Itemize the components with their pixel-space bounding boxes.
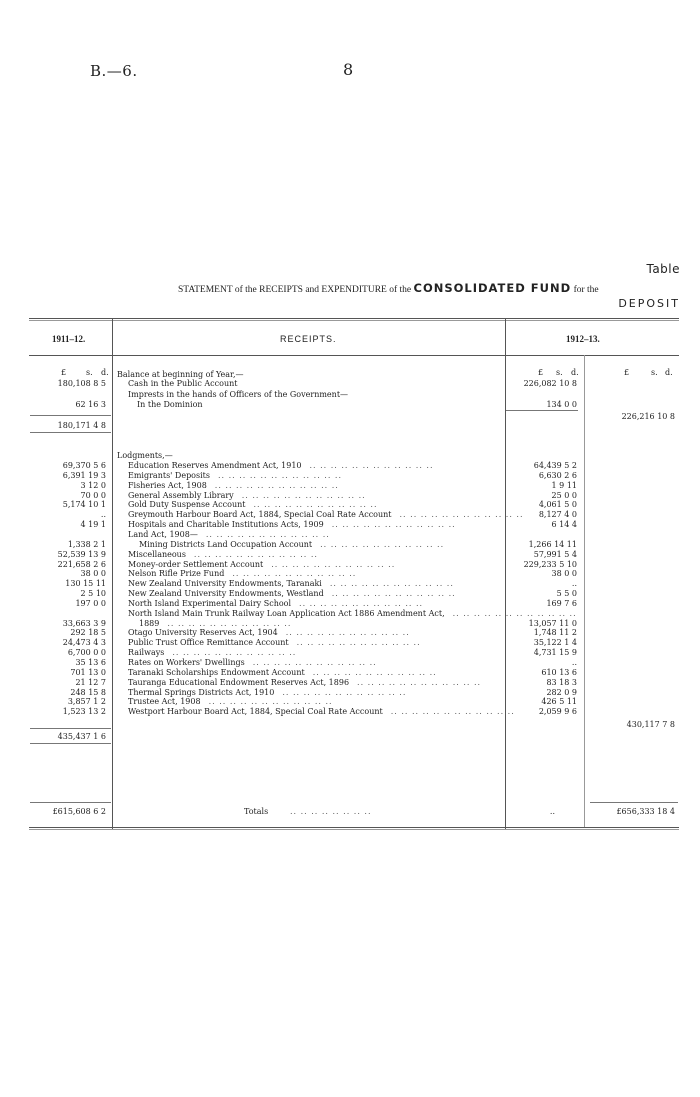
- row-prev-amount: 292 18 5: [70, 628, 106, 638]
- row-curr-amount: 282 0 9: [546, 687, 577, 697]
- row-curr-amount: 610 13 6: [541, 667, 577, 677]
- leader-dots: .. .. .. .. .. .. .. .. .. .. .. ..: [167, 618, 292, 628]
- balance-rule-left-2: [30, 432, 111, 433]
- lodgments-rule-left-2: [30, 743, 111, 744]
- row-label: General Assembly Library: [128, 490, 234, 500]
- row-prev-amount: 1,338 2 1: [67, 539, 106, 549]
- row-label: Fisheries Act, 1908: [128, 480, 207, 490]
- row-label: Emigrants' Deposits: [128, 470, 210, 480]
- row-curr-amount: 2,059 9 6: [538, 707, 577, 717]
- leader-dots: .. .. .. .. .. .. .. .. .. .. .. ..: [299, 598, 424, 608]
- row-label: New Zealand University Endowments, Taranaki: [128, 579, 322, 589]
- leader-dots: .. .. .. .. .. .. .. .. .. .. .. ..: [232, 569, 357, 579]
- dominion-label: In the Dominion: [137, 400, 203, 409]
- leader-dots: .. .. .. .. .. .. .. .. .. .. .. ..: [205, 529, 330, 539]
- leader-dots: .. .. .. .. .. .. .. .. .. .. .. ..: [193, 549, 318, 559]
- row-prev-amount: 130 15 11: [65, 579, 106, 589]
- row-prev-amount: 248 15 8: [70, 687, 106, 697]
- row-prev-amount: 3,857 1 2: [67, 697, 106, 707]
- leader-dots: .. .. .. .. .. .. .. .. .. .. .. ..: [399, 510, 524, 520]
- table-bottom-rule-2: [29, 829, 679, 830]
- lodgments-heading: Lodgments,—: [117, 451, 173, 460]
- leader-dots: .. .. .. .. .. .. .. .. .. .. .. ..: [357, 677, 482, 687]
- row-prev-amount: 33,663 3 9: [62, 618, 106, 628]
- row-curr-amount: 25 0 0: [551, 490, 577, 500]
- unit-s-right: s.: [651, 368, 658, 377]
- totals-curr: £656,333 18 4: [616, 807, 675, 816]
- row-curr-amount: 426 5 11: [541, 697, 577, 707]
- row-curr-amount: 8,127 4 0: [538, 510, 577, 520]
- col-divider-1: [112, 318, 113, 829]
- row-label: North Island Experimental Dairy School: [128, 598, 292, 608]
- row-prev-amount: 221,658 2 6: [57, 559, 106, 569]
- row-prev-amount: 6,391 19 3: [62, 470, 106, 480]
- row-prev-amount: 3 12 0: [80, 480, 106, 490]
- leader-dots: .. .. .. .. .. .. .. .. .. .. .. ..: [312, 667, 437, 677]
- row-curr-amount: ..: [571, 658, 577, 667]
- row-curr-amount: 229,233 5 10: [523, 559, 577, 569]
- leader-dots: .. .. .. .. .. .. .. .. .. .. .. ..: [320, 539, 445, 549]
- row-prev-amount: 701 13 0: [70, 667, 106, 677]
- row-label: Gold Duty Suspense Account: [128, 500, 246, 510]
- row-label: Thermal Springs Districts Act, 1910: [128, 687, 275, 697]
- unit-s-left: s.: [86, 368, 93, 377]
- unit-d-mid: d.: [571, 368, 579, 377]
- unit-pound-mid: £: [538, 368, 544, 377]
- row-curr-amount: 83 18 3: [546, 677, 577, 687]
- lodgments-rule-left: [30, 728, 111, 729]
- row-curr-amount: 1 9 11: [551, 480, 577, 490]
- row-prev-amount: 1,523 13 2: [62, 707, 106, 717]
- row-label: North Island Main Trunk Railway Loan Application Act 1886 Amendment Act,: [128, 608, 445, 618]
- row-curr-amount: 1,748 11 2: [533, 628, 577, 638]
- table-top-rule: [29, 318, 679, 319]
- row-curr-amount: 169 7 6: [546, 598, 577, 608]
- leader-dots: .. .. .. .. .. .. .. .. .. .. .. ..: [241, 490, 366, 500]
- col-header-1911: 1911–12.: [52, 334, 86, 344]
- leader-dots: .. .. .. .. .. .. .. .. .. .. .. ..: [331, 520, 456, 530]
- totals-mid: ..: [549, 807, 555, 816]
- row-prev-amount: 21 12 7: [75, 677, 106, 687]
- leader-dots: .. .. .. .. .. .. .. .. .. .. .. ..: [208, 697, 333, 707]
- row-label: Hospitals and Charitable Institutions Acts, 1909: [128, 520, 324, 530]
- row-prev-amount: 197 0 0: [75, 598, 106, 608]
- leader-dots: .. .. .. .. .. .. .. .. .. .. .. ..: [217, 470, 342, 480]
- table-top-rule-2: [29, 320, 679, 321]
- totals-label: Totals: [244, 807, 269, 816]
- row-label: Trustee Act, 1908: [128, 697, 201, 707]
- row-label: Otago University Reserves Act, 1904: [128, 628, 278, 638]
- row-label: Education Reserves Amendment Act, 1910: [128, 461, 302, 470]
- cash-prev: 180,108 8 5: [57, 379, 106, 388]
- row-prev-amount: 35 13 6: [75, 658, 106, 667]
- row-prev-amount: 24,473 4 3: [62, 638, 106, 648]
- totals-prev: £615,608 6 2: [52, 807, 106, 816]
- cash-label: Cash in the Public Account: [128, 379, 238, 388]
- leader-dots: .. .. .. .. .. .. .. .. .. .. .. ..: [309, 461, 434, 470]
- leader-dots: .. .. .. .. .. .. .. .. .. .. .. ..: [253, 500, 378, 510]
- col-header-1912: 1912–13.: [566, 334, 600, 344]
- row-prev-amount: 6,700 0 0: [67, 648, 106, 658]
- statement-fund: CONSOLIDATED FUND: [413, 281, 572, 295]
- row-prev-amount: 52,539 13 9: [57, 549, 106, 559]
- dominion-curr: 134 0 0: [546, 400, 577, 409]
- row-curr-amount: 57,991 5 4: [533, 549, 577, 559]
- row-curr-amount: 35,122 1 4: [533, 638, 577, 648]
- row-curr-amount: 13,057 11 0: [528, 618, 577, 628]
- unit-s-mid: s.: [556, 368, 563, 377]
- unit-pound-right: £: [624, 368, 630, 377]
- table-bottom-rule: [29, 827, 679, 828]
- row-prev-amount: ..: [100, 510, 106, 520]
- row-prev-amount: 70 0 0: [80, 490, 106, 500]
- row-curr-amount: 4,061 5 0: [538, 500, 577, 510]
- row-label: Rates on Workers' Dwellings: [128, 658, 245, 667]
- row-label: Nelson Rifle Prize Fund: [128, 569, 225, 579]
- row-prev-amount: 2 5 10: [80, 589, 106, 599]
- row-label: Money-order Settlement Account: [128, 559, 264, 569]
- leader-dots: .. .. .. .. .. .. .. .. .. .. .. ..: [285, 628, 410, 638]
- row-label: 1889: [139, 618, 160, 628]
- statement-prefix: STATEMENT of the RECEIPTS and EXPENDITURE of the: [178, 285, 412, 295]
- balance-rule-left: [30, 415, 111, 416]
- row-curr-amount: 6,630 2 6: [538, 470, 577, 480]
- header-bottom-rule: [29, 355, 679, 356]
- page-number: 8: [343, 60, 354, 79]
- unit-d-right: d.: [665, 368, 673, 377]
- row-label: Tauranga Educational Endowment Reserves Act, 1896: [128, 677, 350, 687]
- dominion-prev: 62 16 3: [75, 400, 106, 409]
- row-prev-amount: 38 0 0: [80, 569, 106, 579]
- leader-dots: .. .. .. .. .. .. .. .. .. .. .. ..: [252, 658, 377, 667]
- unit-d-left: d.: [101, 368, 109, 377]
- table-word: Table: [646, 262, 680, 276]
- leader-dots: .. .. .. .. .. .. .. .. .. .. .. ..: [282, 687, 407, 697]
- dominion-rule: [506, 410, 578, 411]
- row-curr-amount: 38 0 0: [551, 569, 577, 579]
- balance-total-prev: 180,171 4 8: [57, 421, 106, 430]
- row-label: Taranaki Scholarships Endowment Account: [128, 667, 305, 677]
- leader-dots: .. .. .. .. .. .. .. .. .. .. .. ..: [452, 608, 577, 618]
- deposit-heading: DEPOSIT: [618, 297, 680, 310]
- row-prev-amount: 69,370 5 6: [62, 461, 106, 470]
- row-label: Miscellaneous: [128, 549, 186, 559]
- balance-heading: Balance at beginning of Year,—: [117, 370, 244, 379]
- row-label: Westport Harbour Board Act, 1884, Special Coal Rate Account: [128, 707, 383, 717]
- statement-title: [178, 281, 599, 295]
- cash-curr: 226,082 10 8: [523, 379, 577, 388]
- leader-dots: .. .. .. .. .. .. .. .. .. .. .. ..: [271, 559, 396, 569]
- row-label: Greymouth Harbour Board Act, 1884, Special Coal Rate Account: [128, 510, 392, 520]
- unit-pound-left: £: [61, 368, 67, 377]
- lodgments-total-curr: 430,117 7 8: [626, 720, 675, 729]
- row-label: New Zealand University Endowments, Westland: [128, 589, 324, 599]
- row-curr-amount: ..: [571, 579, 577, 589]
- leader-dots: .. .. .. .. .. .. .. .. .. .. .. ..: [214, 480, 339, 490]
- row-label: Railways: [128, 648, 165, 658]
- row-curr-amount: 5 5 0: [556, 589, 577, 599]
- leader-dots: .. .. .. .. .. .. .. .. .. .. .. ..: [296, 638, 421, 648]
- statement-suffix: for the: [573, 285, 599, 295]
- row-label: Mining Districts Land Occupation Account: [139, 539, 313, 549]
- lodgments-total-prev: 435,437 1 6: [57, 732, 106, 741]
- row-prev-amount: 5,174 10 1: [62, 500, 106, 510]
- leader-dots: .. .. .. .. .. .. .. .. .. .. .. ..: [172, 648, 297, 658]
- balance-total-curr: 226,216 10 8: [621, 412, 675, 421]
- row-curr-amount: 1,266 14 11: [528, 539, 577, 549]
- row-curr-amount: 6 14 4: [551, 520, 577, 530]
- totals-leader: .. .. .. .. .. .. .. ..: [290, 807, 372, 816]
- col-header-receipts: RECEIPTS.: [280, 334, 337, 344]
- row-curr-amount: 4,731 15 9: [533, 648, 577, 658]
- row-curr-amount: 64,439 5 2: [533, 461, 577, 470]
- document-reference: B.—6.: [90, 62, 138, 80]
- row-label: Public Trust Office Remittance Account: [128, 638, 289, 648]
- leader-dots: .. .. .. .. .. .. .. .. .. .. .. ..: [329, 579, 454, 589]
- totals-rule-right: [590, 802, 678, 803]
- row-prev-amount: 4 19 1: [80, 520, 106, 530]
- leader-dots: .. .. .. .. .. .. .. .. .. .. .. ..: [390, 707, 515, 717]
- totals-rule-left: [30, 802, 111, 803]
- leader-dots: .. .. .. .. .. .. .. .. .. .. .. ..: [331, 589, 456, 599]
- row-label: Land Act, 1908—: [128, 529, 198, 539]
- col-divider-3: [584, 355, 585, 827]
- imprests-label: Imprests in the hands of Officers of the Government—: [128, 390, 349, 399]
